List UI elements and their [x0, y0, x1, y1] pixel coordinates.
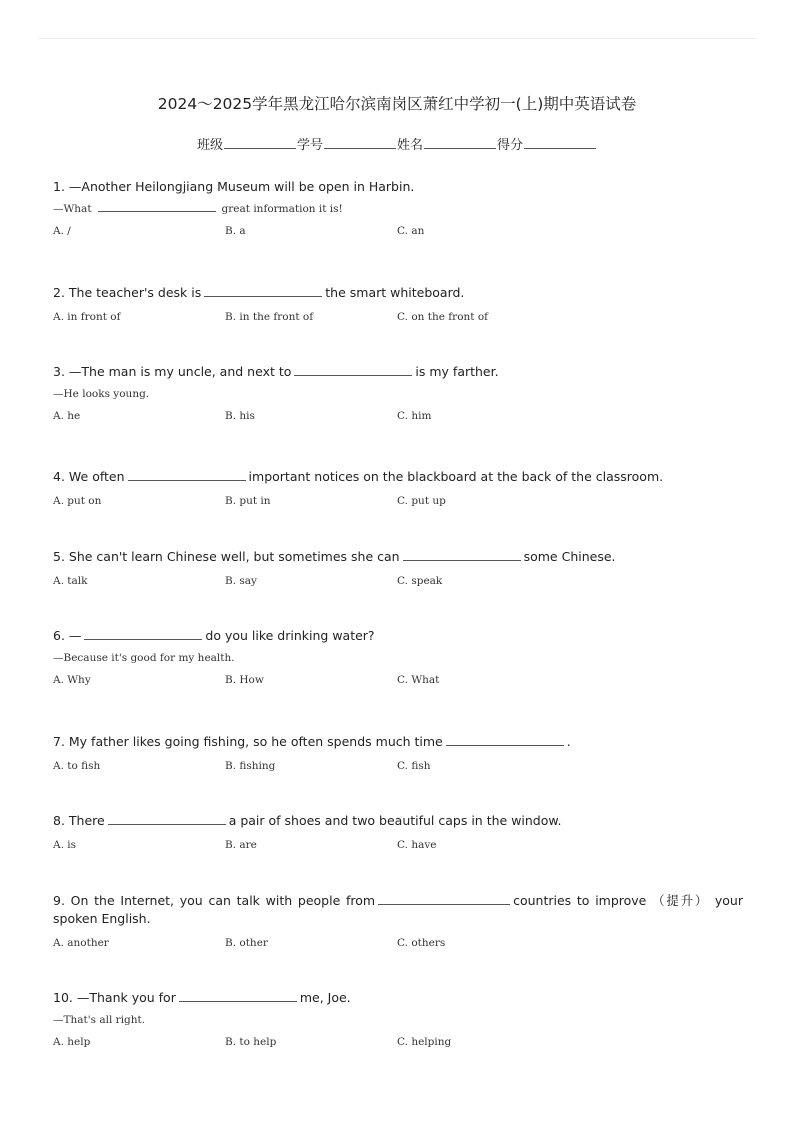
option-a[interactable]: A. is	[53, 839, 77, 851]
question-dialogue-line: —That's all right.	[53, 1014, 146, 1026]
option-c[interactable]: C. others	[397, 937, 446, 949]
question-dialogue-line: —Because it's good for my health.	[53, 652, 235, 664]
option-c[interactable]: C. fish	[397, 760, 431, 772]
stem-text-before: 6. —	[53, 628, 82, 643]
answer-blank[interactable]	[294, 374, 412, 376]
options-row	[53, 839, 743, 853]
option-a[interactable]: A. /	[53, 225, 71, 237]
option-c[interactable]: C. What	[397, 674, 440, 686]
option-b[interactable]: B. other	[225, 937, 268, 949]
question-stem	[53, 178, 743, 196]
stem-text-after: do you like drinking water?	[205, 628, 375, 643]
option-c[interactable]: C. put up	[397, 495, 446, 507]
answer-blank[interactable]	[128, 479, 246, 481]
stem-text-before: 3. —The man is my uncle, and next to	[53, 364, 292, 379]
name-label: 姓名	[397, 138, 424, 153]
question-stem	[53, 812, 743, 830]
question-3	[53, 363, 743, 424]
stem-text-after: countries to improve （提升） your spoken English.	[53, 893, 743, 926]
option-a[interactable]: A. put on	[53, 495, 102, 507]
stem-text-before: 8. There	[53, 813, 105, 828]
top-rule	[38, 38, 756, 39]
option-b[interactable]: B. say	[225, 575, 257, 587]
stem-text-after: the smart whiteboard.	[325, 285, 465, 300]
stem-text-after: is my farther.	[415, 364, 499, 379]
option-b[interactable]: B. his	[225, 410, 255, 422]
question-7	[53, 733, 743, 774]
stem-text-before: 7. My father likes going fishing, so he often spends much time	[53, 734, 443, 749]
options-row	[53, 674, 743, 688]
stem-text-after: important notices on the blackboard at the back of the classroom.	[248, 469, 664, 484]
stem-text-before: 4. We often	[53, 469, 125, 484]
option-c[interactable]: C. an	[397, 225, 425, 237]
question-stem	[53, 892, 743, 928]
option-c[interactable]: C. on the front of	[397, 311, 489, 323]
stem-text-before: 2. The teacher's desk is	[53, 285, 202, 300]
options-row	[53, 311, 743, 325]
options-row	[53, 760, 743, 774]
number-blank[interactable]	[324, 147, 396, 149]
stem-text-after: some Chinese.	[523, 549, 616, 564]
stem-text-after: me, Joe.	[299, 990, 351, 1005]
option-a[interactable]: A. talk	[53, 575, 88, 587]
class-blank[interactable]	[224, 147, 296, 149]
options-row	[53, 495, 743, 509]
question-4	[53, 468, 743, 509]
stem-text-after: a pair of shoes and two beautiful caps in the window.	[228, 813, 562, 828]
option-b[interactable]: B. How	[225, 674, 264, 686]
option-a[interactable]: A. to fish	[53, 760, 101, 772]
answer-blank[interactable]	[179, 1000, 297, 1002]
answer-blank[interactable]	[108, 823, 226, 825]
question-stem	[53, 989, 743, 1007]
question-8	[53, 812, 743, 853]
answer-blank[interactable]	[84, 638, 202, 640]
question-dialogue-line	[53, 202, 743, 216]
option-c[interactable]: C. helping	[397, 1036, 452, 1048]
question-stem	[53, 733, 743, 751]
options-row	[53, 410, 743, 424]
question-9	[53, 892, 743, 951]
question-stem	[53, 627, 743, 645]
stem-text: 1. —Another Heilongjiang Museum will be open in Harbin.	[53, 179, 415, 194]
question-6	[53, 627, 743, 688]
question-stem	[53, 284, 743, 302]
option-b[interactable]: B. are	[225, 839, 257, 851]
option-b[interactable]: B. a	[225, 225, 246, 237]
sub-text-after: great information it is!	[221, 203, 343, 215]
option-a[interactable]: A. he	[53, 410, 81, 422]
option-a[interactable]: A. in front of	[53, 311, 121, 323]
option-c[interactable]: C. have	[397, 839, 437, 851]
option-b[interactable]: B. in the front of	[225, 311, 314, 323]
question-stem	[53, 363, 743, 381]
question-10	[53, 989, 743, 1050]
question-stem	[53, 548, 743, 566]
sub-text-before: —What	[53, 203, 92, 215]
score-label: 得分	[497, 138, 524, 153]
stem-text-before: 9. On the Internet, you can talk with people from	[53, 893, 376, 908]
option-c[interactable]: C. him	[397, 410, 432, 422]
stem-text-before: 5. She can't learn Chinese well, but sometimes she can	[53, 549, 400, 564]
answer-blank[interactable]	[204, 295, 322, 297]
option-c[interactable]: C. speak	[397, 575, 443, 587]
option-a[interactable]: A. help	[53, 1036, 91, 1048]
option-a[interactable]: A. another	[53, 937, 109, 949]
option-b[interactable]: B. to help	[225, 1036, 277, 1048]
options-row	[53, 1036, 743, 1050]
class-label: 班级	[196, 138, 223, 153]
question-5	[53, 548, 743, 589]
answer-blank[interactable]	[378, 903, 510, 905]
score-blank[interactable]	[524, 147, 596, 149]
option-b[interactable]: B. fishing	[225, 760, 276, 772]
stem-text-after: .	[566, 734, 571, 749]
answer-blank[interactable]	[98, 210, 216, 212]
student-info-line	[0, 134, 794, 153]
option-a[interactable]: A. Why	[53, 674, 91, 686]
options-row	[53, 225, 743, 239]
answer-blank[interactable]	[446, 744, 564, 746]
answer-blank[interactable]	[403, 559, 521, 561]
options-row	[53, 937, 743, 951]
question-dialogue-line: —He looks young.	[53, 388, 150, 400]
page-title: 2024～2025学年黑龙江哈尔滨南岗区萧红中学初一(上)期中英语试卷	[157, 95, 637, 113]
question-1	[53, 178, 743, 239]
number-label: 学号	[296, 138, 323, 153]
option-b[interactable]: B. put in	[225, 495, 271, 507]
stem-text-before: 10. —Thank you for	[53, 990, 176, 1005]
name-blank[interactable]	[424, 147, 496, 149]
options-row	[53, 575, 743, 589]
question-2	[53, 284, 743, 325]
question-stem	[53, 468, 743, 486]
